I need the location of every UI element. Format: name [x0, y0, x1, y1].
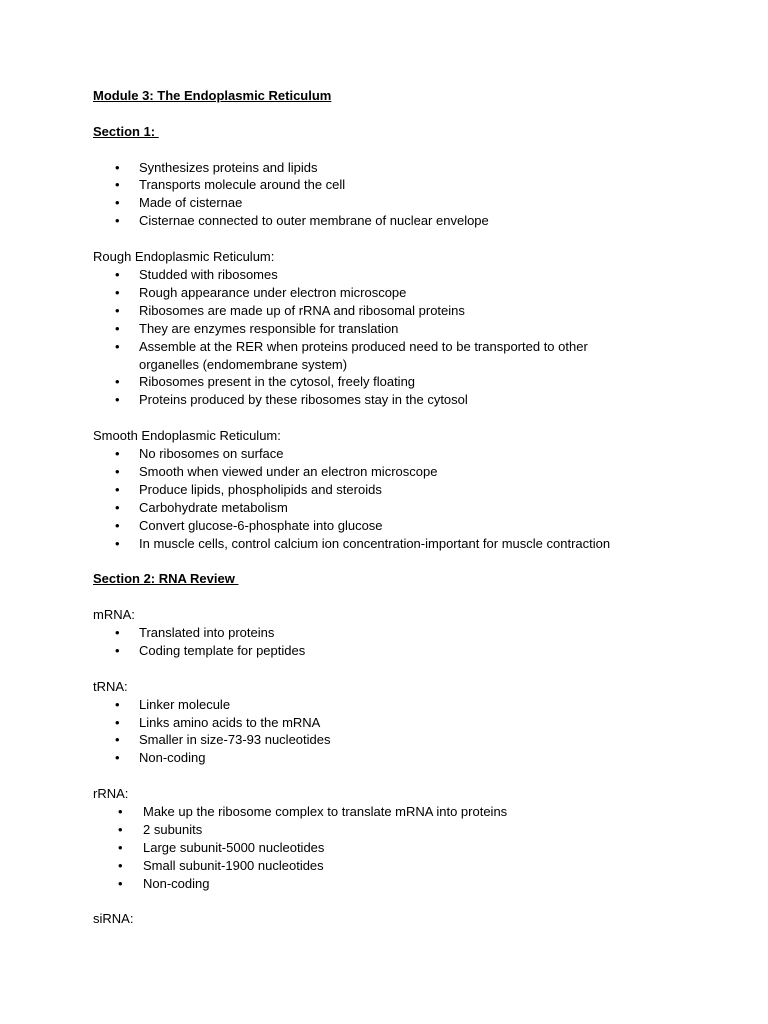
mrna-list: [93, 624, 713, 660]
bullet-icon: •: [115, 159, 120, 175]
list-item: • Synthesizes proteins and lipids: [115, 159, 318, 175]
bullet-icon: •: [115, 392, 120, 408]
list-item: • Links amino acids to the mRNA: [115, 714, 321, 730]
list-item: • Proteins produced by these ribosomes stay in the cytosol: [115, 392, 468, 408]
bullet-icon: •: [115, 374, 120, 390]
list-item: • In muscle cells, control calcium ion concentration-important for muscle contraction: [115, 535, 611, 551]
bullet-icon: •: [115, 732, 120, 748]
list-item: • They are enzymes responsible for translation: [115, 320, 399, 336]
list-item: • Coding template for peptides: [115, 642, 306, 658]
bullet-icon: •: [115, 696, 120, 712]
list-item: • Linker molecule: [115, 696, 231, 712]
list-item: • No ribosomes on surface: [115, 446, 284, 461]
rough-er-label: Rough Endoplasmic Reticulum:: [93, 249, 275, 265]
section-2-heading: Section 2: RNA Review: [93, 571, 239, 587]
bullet-icon: •: [115, 213, 120, 229]
rrna-list: [93, 803, 713, 893]
bullet-icon: •: [115, 463, 120, 479]
sirna-label: siRNA:: [93, 911, 134, 927]
bullet-icon: •: [115, 535, 120, 551]
bullet-icon: •: [115, 195, 120, 211]
list-item: • Translated into proteins: [115, 625, 275, 640]
bullet-icon: •: [115, 320, 120, 336]
rough-er-list: [93, 266, 713, 409]
bullet-icon: •: [115, 750, 120, 766]
bullet-icon: •: [115, 481, 120, 497]
bullet-icon: •: [115, 177, 120, 193]
list-item: • Rough appearance under electron microscope: [115, 284, 407, 300]
section-1-list: [93, 159, 713, 231]
list-item: • Non-coding: [115, 750, 206, 766]
list-item: • Transports molecule around the cell: [115, 177, 346, 193]
list-item: • Smaller in size-73-93 nucleotides: [115, 732, 331, 748]
list-item: • Ribosomes present in the cytosol, freely floating: [115, 374, 416, 390]
mrna-label: mRNA:: [93, 607, 135, 623]
bullet-icon: •: [115, 642, 120, 658]
list-item: • Small subunit-1900 nucleotides: [118, 857, 324, 873]
bullet-icon: •: [118, 857, 123, 873]
bullet-icon: •: [118, 875, 123, 891]
document-title: Module 3: The Endoplasmic Reticulum: [93, 88, 332, 103]
list-item: • Studded with ribosomes: [115, 266, 278, 282]
bullet-icon: •: [118, 804, 123, 819]
list-item: • Smooth when viewed under an electron microscope: [115, 463, 438, 479]
bullet-icon: •: [115, 266, 120, 282]
section-1-heading: Section 1:: [93, 123, 159, 139]
list-item: • Make up the ribosome complex to translate mRNA into proteins: [118, 804, 508, 819]
list-item: • Carbohydrate metabolism: [115, 499, 288, 515]
list-item: • Large subunit-5000 nucleotides: [118, 839, 325, 855]
bullet-icon: •: [115, 338, 120, 354]
list-item: • Assemble at the RER when proteins produced need to be transported to other organelles (endomembrane system): [115, 338, 588, 372]
rrna-label: rRNA:: [93, 786, 129, 802]
bullet-icon: •: [115, 302, 120, 318]
bullet-icon: •: [115, 517, 120, 533]
list-item: • 2 subunits: [118, 821, 203, 837]
bullet-icon: •: [115, 284, 120, 300]
list-item: • Ribosomes are made up of rRNA and ribosomal proteins: [115, 302, 465, 318]
smooth-er-label: Smooth Endoplasmic Reticulum:: [93, 428, 281, 444]
bullet-icon: •: [115, 499, 120, 515]
bullet-icon: •: [115, 625, 120, 640]
smooth-er-list: [93, 445, 713, 552]
bullet-icon: •: [118, 821, 123, 837]
trna-label: tRNA:: [93, 678, 128, 694]
document-page: [93, 87, 713, 928]
bullet-icon: •: [118, 839, 123, 855]
bullet-icon: •: [115, 714, 120, 730]
list-item: • Made of cisternae: [115, 195, 243, 211]
trna-list: [93, 696, 713, 768]
list-item: • Cisternae connected to outer membrane of nuclear envelope: [115, 213, 489, 229]
list-item: • Produce lipids, phospholipids and steroids: [115, 481, 382, 497]
list-item: • Convert glucose-6-phosphate into glucose: [115, 517, 383, 533]
list-item: • Non-coding: [118, 875, 210, 891]
bullet-icon: •: [115, 446, 120, 461]
